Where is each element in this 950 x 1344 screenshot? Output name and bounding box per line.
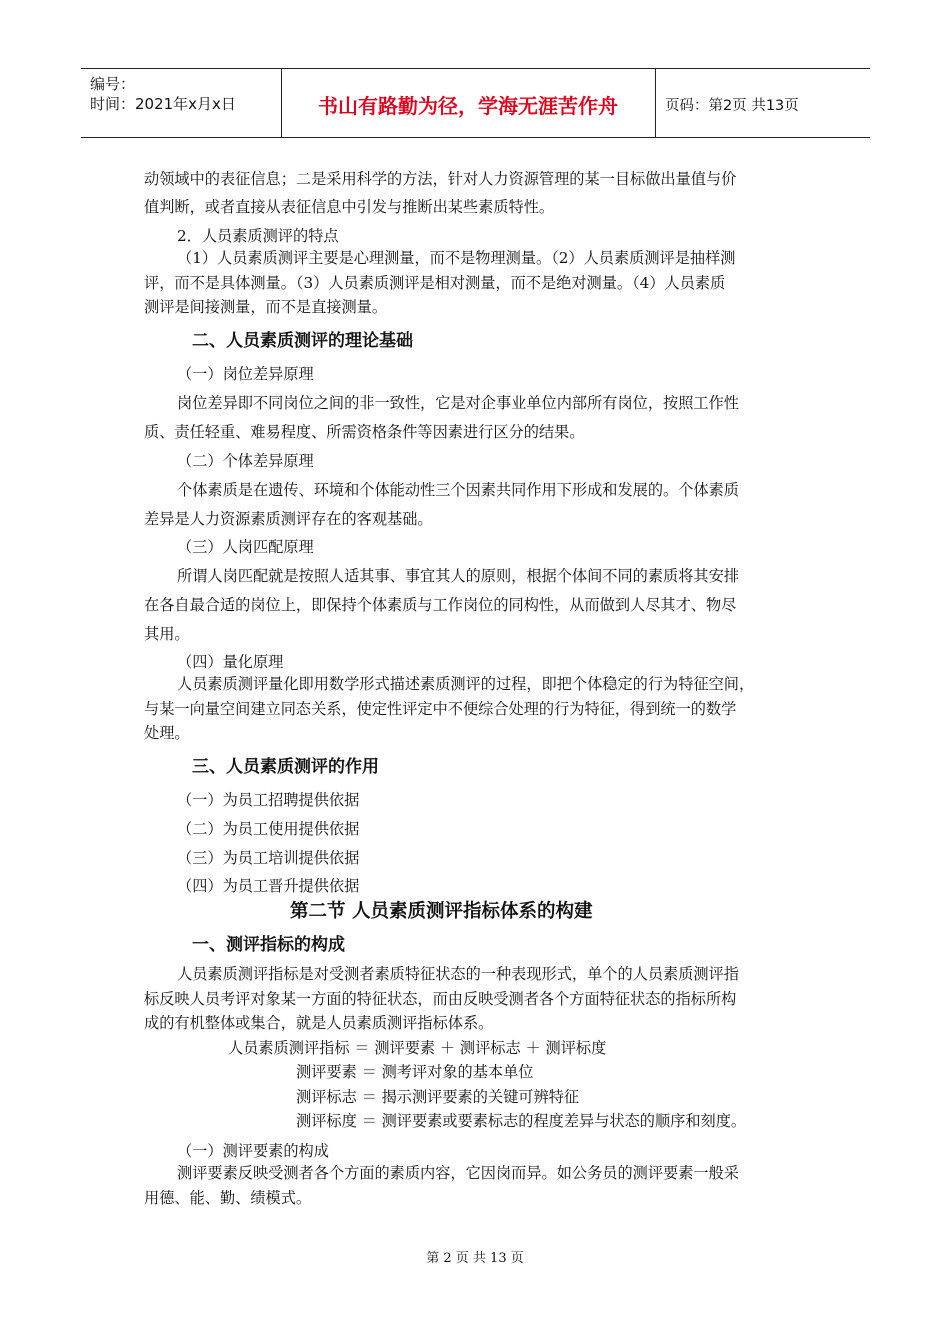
chapter-section-title: 第二节 人员素质测评指标体系的构建: [290, 901, 593, 922]
paragraph-line: 其用。: [144, 625, 190, 643]
page-code: 页码：第2页 共13页: [665, 98, 799, 114]
section-heading: 三、人员素质测评的作用: [192, 757, 379, 777]
list-item: （二）为员工使用提供依据: [177, 820, 360, 838]
paragraph-line: 测评是间接测量，而不是直接测量。: [144, 298, 387, 316]
page-footer: 第 2 页 共 13 页: [426, 1251, 524, 1266]
paragraph-line: 质、责任轻重、难易程度、所需资格条件等因素进行区分的结果。: [144, 423, 585, 441]
subsection-title: 2．人员素质测评的特点: [177, 227, 339, 245]
formula-line: 测评要素 ＝ 测考评对象的基本单位: [296, 1063, 534, 1081]
paragraph-line: 人员素质测评指标是对受测者素质特征状态的一种表现形式，单个的人员素质测评指: [177, 965, 739, 983]
paragraph-line: 差异是人力资源素质测评存在的客观基础。: [144, 510, 433, 528]
list-item: （一）为员工招聘提供依据: [177, 791, 360, 809]
section-heading: 二、人员素质测评的理论基础: [192, 331, 413, 351]
subsection-title: （一）测评要素的构成: [177, 1142, 329, 1160]
paragraph-line: 用德、能、勤、绩模式。: [144, 1189, 312, 1207]
list-item: （四）为员工晋升提供依据: [177, 877, 360, 895]
paragraph-line: 个体素质是在遗传、环境和个体能动性三个因素共同作用下形成和发展的。个体素质: [177, 481, 739, 499]
paragraph-line: 成的有机整体或集合，就是人员素质测评指标体系。: [144, 1014, 494, 1032]
header-motto-cell: [281, 69, 656, 137]
paragraph-line: 与某一向量空间建立同态关系，使定性评定中不便综合处理的行为特征，得到统一的数学: [144, 700, 737, 718]
paragraph-line: 人员素质测评量化即用数学形式描述素质测评的过程，即把个体稳定的行为特征空间，: [177, 675, 755, 693]
section-heading: 一、测评指标的构成: [192, 935, 345, 955]
paragraph-line: 标反映人员考评对象某一方面的特征状态，而由反映受测者各个方面特征状态的指标所构: [144, 990, 737, 1008]
number-label: 编号：: [90, 75, 136, 93]
formula-line: 人员素质测评指标 ＝ 测评要素 ＋ 测评标志 ＋ 测评标度: [228, 1039, 607, 1057]
document-header: [81, 68, 870, 138]
paragraph-line: （1）人员素质测评主要是心理测量，而不是物理测量。（2）人员素质测评是抽样测: [177, 249, 736, 267]
header-meta-cell: [81, 69, 282, 137]
header-page-cell: [657, 69, 870, 137]
formula-line: 测评标志 ＝ 揭示测评要素的关键可辨特征: [296, 1088, 580, 1106]
paragraph-line: 处理。: [144, 724, 190, 742]
subsection-title: （一）岗位差异原理: [177, 365, 314, 383]
motto: 书山有路勤为径，学海无涯苦作舟: [318, 94, 618, 118]
subsection-title: （四）量化原理: [177, 653, 284, 671]
subsection-title: （二）个体差异原理: [177, 452, 314, 470]
paragraph-line: 在各自最合适的岗位上，即保持个体素质与工作岗位的同构性，从而做到人尽其才、物尽: [144, 596, 737, 614]
subsection-title: （三）人岗匹配原理: [177, 538, 314, 556]
formula-line: 测评标度 ＝ 测评要素或要素标志的程度差异与状态的顺序和刻度。: [296, 1112, 747, 1130]
paragraph-line: 动领域中的表征信息；二是采用科学的方法，针对人力资源管理的某一目标做出量值与价: [144, 170, 737, 188]
time-label: 时间：2021年x月x日: [90, 95, 236, 113]
paragraph-line: 测评要素反映受测者各个方面的素质内容，它因岗而异。如公务员的测评要素一般采: [177, 1164, 739, 1182]
list-item: （三）为员工培训提供依据: [177, 849, 360, 867]
paragraph-line: 评，而不是具体测量。（3）人员素质测评是相对测量，而不是绝对测量。（4）人员素质: [144, 274, 726, 292]
paragraph-line: 值判断，或者直接从表征信息中引发与推断出某些素质特性。: [144, 198, 555, 216]
paragraph-line: 岗位差异即不同岗位之间的非一致性，它是对企事业单位内部所有岗位，按照工作性: [177, 394, 739, 412]
paragraph-line: 所谓人岗匹配就是按照人适其事、事宜其人的原则，根据个体间不同的素质将其安排: [177, 567, 739, 585]
